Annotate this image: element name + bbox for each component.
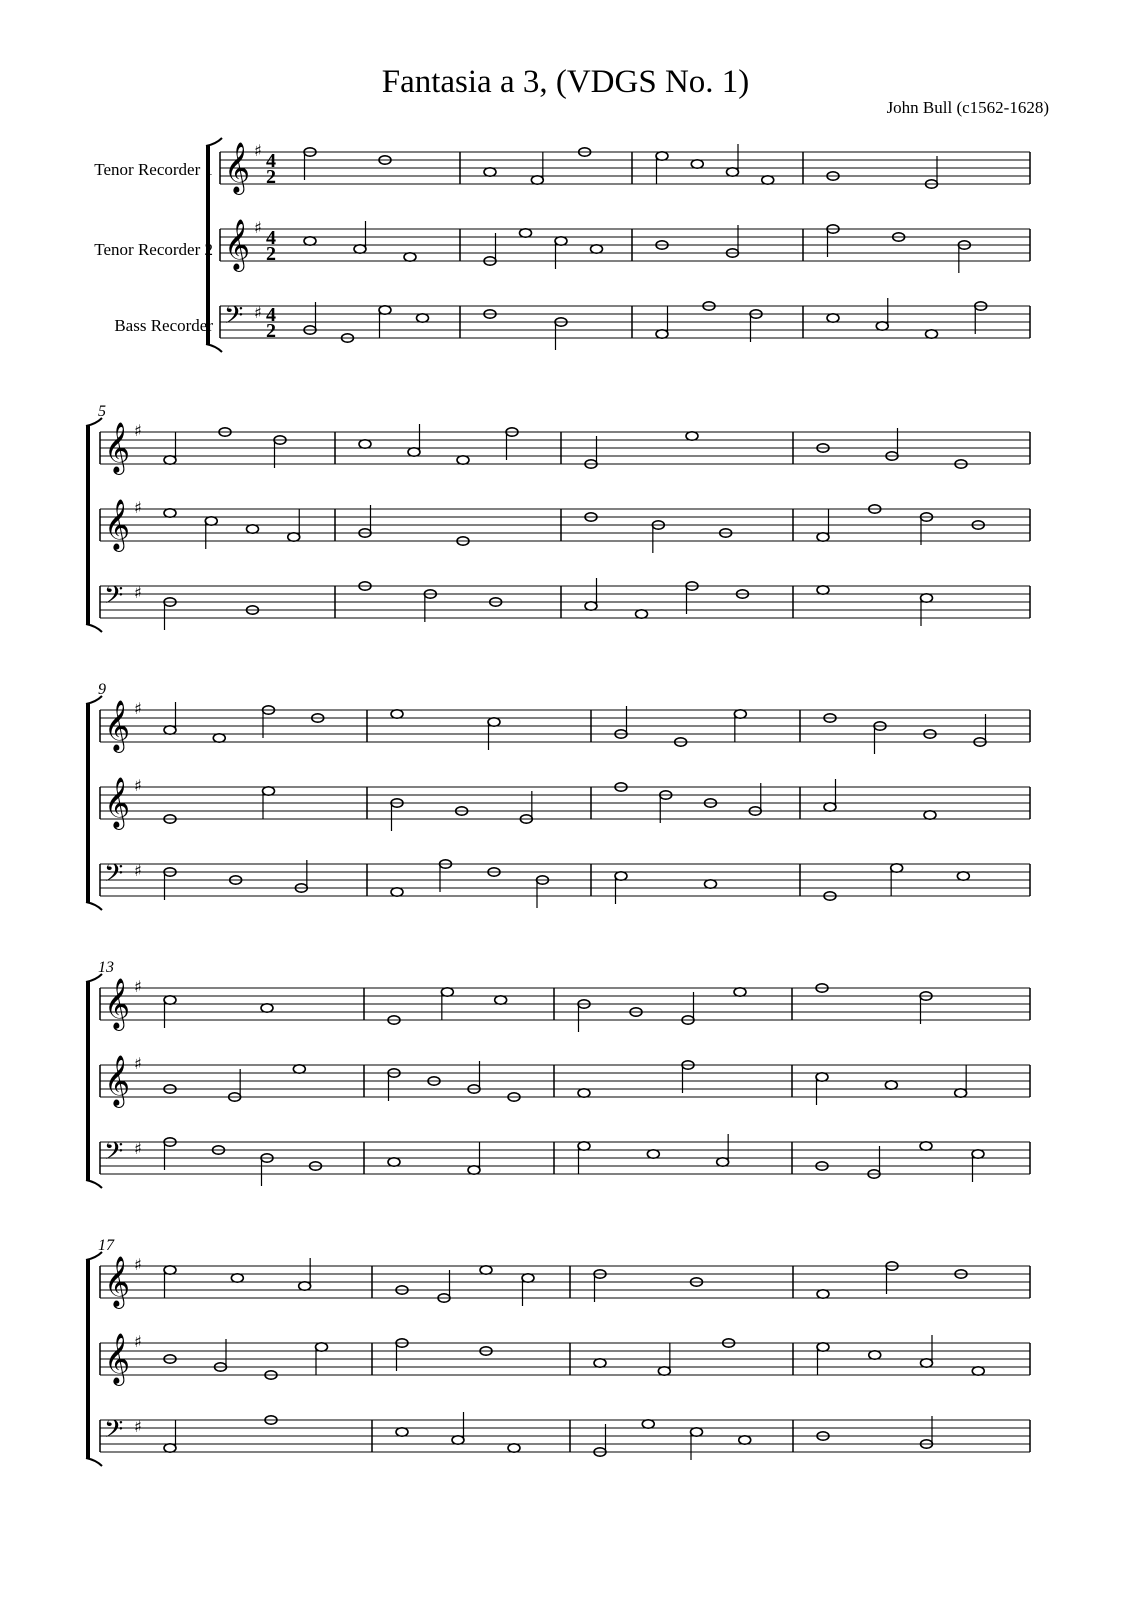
note-head bbox=[299, 1282, 311, 1290]
note-head bbox=[591, 245, 603, 253]
note-head bbox=[585, 602, 597, 610]
note-head bbox=[658, 1367, 670, 1375]
note-head bbox=[972, 1150, 984, 1158]
key-signature-sharp-icon: ♯ bbox=[254, 303, 262, 322]
note-head bbox=[920, 1142, 932, 1150]
bracket-bottom-hook bbox=[86, 1180, 102, 1188]
note-head bbox=[876, 322, 888, 330]
note-head bbox=[817, 533, 829, 541]
treble-clef-icon: 𝄞 bbox=[104, 1256, 131, 1307]
measure-number: 13 bbox=[98, 959, 114, 976]
note-head bbox=[691, 1428, 703, 1436]
treble-clef-icon: 𝄞 bbox=[224, 142, 251, 193]
treble-clef-icon: 𝄞 bbox=[104, 1333, 131, 1384]
note-head bbox=[213, 734, 225, 742]
note-head bbox=[647, 1150, 659, 1158]
note-head bbox=[921, 1359, 933, 1367]
key-signature-sharp-icon: ♯ bbox=[134, 1139, 142, 1158]
key-signature-sharp-icon: ♯ bbox=[134, 1054, 142, 1073]
note-head bbox=[824, 803, 836, 811]
time-signature-denominator: 2 bbox=[266, 320, 276, 342]
note-head bbox=[816, 1073, 828, 1081]
instrument-label-tenor-2: Tenor Recorder 2 bbox=[94, 240, 213, 259]
note-head bbox=[578, 1142, 590, 1150]
note-head bbox=[488, 718, 500, 726]
system-3 bbox=[86, 681, 1030, 910]
bracket-bottom-hook bbox=[86, 624, 102, 632]
note-head bbox=[926, 330, 938, 338]
note-head bbox=[636, 610, 648, 618]
note-head bbox=[457, 456, 469, 464]
system-4 bbox=[86, 959, 1030, 1188]
measure-number: 17 bbox=[98, 1237, 114, 1254]
note-head bbox=[441, 988, 453, 996]
key-signature-sharp-icon: ♯ bbox=[134, 1332, 142, 1351]
note-head bbox=[404, 253, 416, 261]
time-signature-denominator: 2 bbox=[266, 166, 276, 188]
bass-clef-icon: 𝄢 bbox=[104, 581, 124, 616]
note-head bbox=[468, 1166, 480, 1174]
system-5 bbox=[86, 1237, 1030, 1466]
note-head bbox=[164, 456, 176, 464]
note-head bbox=[885, 1081, 897, 1089]
measure-number: 9 bbox=[98, 681, 106, 698]
bracket-bottom-hook bbox=[206, 344, 222, 352]
note-head bbox=[247, 525, 259, 533]
note-head bbox=[316, 1343, 328, 1351]
key-signature-sharp-icon: ♯ bbox=[134, 699, 142, 718]
bracket-bottom-hook bbox=[86, 1458, 102, 1466]
treble-clef-icon: 𝄞 bbox=[104, 422, 131, 473]
note-head bbox=[508, 1444, 520, 1452]
key-signature-sharp-icon: ♯ bbox=[254, 141, 262, 160]
key-signature-sharp-icon: ♯ bbox=[254, 218, 262, 237]
score-title: Fantasia a 3, (VDGS No. 1) bbox=[381, 64, 750, 100]
note-head bbox=[480, 1266, 492, 1274]
note-head bbox=[717, 1158, 729, 1166]
bass-clef-icon: 𝄢 bbox=[104, 1415, 124, 1450]
note-head bbox=[615, 872, 627, 880]
note-head bbox=[891, 864, 903, 872]
note-head bbox=[656, 152, 668, 160]
note-head bbox=[164, 509, 176, 517]
note-head bbox=[762, 176, 774, 184]
note-head bbox=[164, 996, 176, 1004]
note-head bbox=[739, 1436, 751, 1444]
note-head bbox=[531, 176, 543, 184]
note-head bbox=[656, 330, 668, 338]
note-head bbox=[484, 168, 496, 176]
time-signature-denominator: 2 bbox=[266, 243, 276, 265]
note-head bbox=[205, 517, 217, 525]
note-head bbox=[293, 1065, 305, 1073]
note-head bbox=[495, 996, 507, 1004]
note-head bbox=[164, 1266, 176, 1274]
note-head bbox=[354, 245, 366, 253]
note-head bbox=[520, 229, 532, 237]
time-signature-numerator: 4 bbox=[266, 304, 276, 326]
bass-clef-icon: 𝄢 bbox=[104, 859, 124, 894]
note-head bbox=[379, 306, 391, 314]
bass-clef-icon: 𝄢 bbox=[104, 1137, 124, 1172]
time-signature-numerator: 4 bbox=[266, 227, 276, 249]
key-signature-sharp-icon: ♯ bbox=[134, 977, 142, 996]
note-head bbox=[288, 533, 300, 541]
note-head bbox=[955, 1089, 967, 1097]
note-head bbox=[869, 1351, 881, 1359]
treble-clef-icon: 𝄞 bbox=[104, 978, 131, 1029]
note-head bbox=[817, 1343, 829, 1351]
treble-clef-icon: 𝄞 bbox=[104, 1055, 131, 1106]
note-head bbox=[408, 448, 420, 456]
note-head bbox=[396, 1428, 408, 1436]
bracket-top-hook bbox=[206, 138, 222, 146]
note-head bbox=[452, 1436, 464, 1444]
treble-clef-icon: 𝄞 bbox=[104, 700, 131, 751]
system-1 bbox=[206, 138, 1030, 352]
note-head bbox=[261, 1004, 273, 1012]
note-head bbox=[972, 1367, 984, 1375]
note-head bbox=[924, 811, 936, 819]
note-head bbox=[686, 432, 698, 440]
score-systems bbox=[86, 138, 1030, 1466]
note-head bbox=[231, 1274, 243, 1282]
key-signature-sharp-icon: ♯ bbox=[134, 776, 142, 795]
note-head bbox=[705, 880, 717, 888]
key-signature-sharp-icon: ♯ bbox=[134, 583, 142, 602]
note-head bbox=[957, 872, 969, 880]
treble-clef-icon: 𝄞 bbox=[104, 777, 131, 828]
note-head bbox=[388, 1158, 400, 1166]
key-signature-sharp-icon: ♯ bbox=[134, 861, 142, 880]
note-head bbox=[734, 988, 746, 996]
note-head bbox=[164, 1444, 176, 1452]
bracket-bottom-hook bbox=[86, 902, 102, 910]
note-head bbox=[417, 314, 429, 322]
note-head bbox=[304, 237, 316, 245]
note-head bbox=[817, 586, 829, 594]
note-head bbox=[921, 594, 933, 602]
note-head bbox=[522, 1274, 534, 1282]
key-signature-sharp-icon: ♯ bbox=[134, 1417, 142, 1436]
note-head bbox=[391, 710, 403, 718]
measure-number: 5 bbox=[98, 403, 106, 420]
bass-clef-icon: 𝄢 bbox=[224, 301, 244, 336]
treble-clef-icon: 𝄞 bbox=[224, 219, 251, 270]
instrument-label-tenor-1: Tenor Recorder 1 bbox=[94, 160, 213, 179]
note-head bbox=[594, 1359, 606, 1367]
note-head bbox=[555, 237, 567, 245]
note-head bbox=[734, 710, 746, 718]
instrument-label-bass: Bass Recorder bbox=[114, 316, 213, 335]
note-head bbox=[727, 168, 739, 176]
note-head bbox=[578, 1089, 590, 1097]
key-signature-sharp-icon: ♯ bbox=[134, 421, 142, 440]
note-head bbox=[164, 726, 176, 734]
note-head bbox=[391, 888, 403, 896]
note-head bbox=[359, 440, 371, 448]
time-signature-numerator: 4 bbox=[266, 150, 276, 172]
note-head bbox=[642, 1420, 654, 1428]
key-signature-sharp-icon: ♯ bbox=[134, 1255, 142, 1274]
composer-credit: John Bull (c1562-1628) bbox=[886, 98, 1049, 117]
note-head bbox=[817, 1290, 829, 1298]
treble-clef-icon: 𝄞 bbox=[104, 499, 131, 550]
system-2 bbox=[86, 403, 1030, 632]
note-head bbox=[263, 787, 275, 795]
note-head bbox=[827, 314, 839, 322]
key-signature-sharp-icon: ♯ bbox=[134, 498, 142, 517]
note-head bbox=[691, 160, 703, 168]
